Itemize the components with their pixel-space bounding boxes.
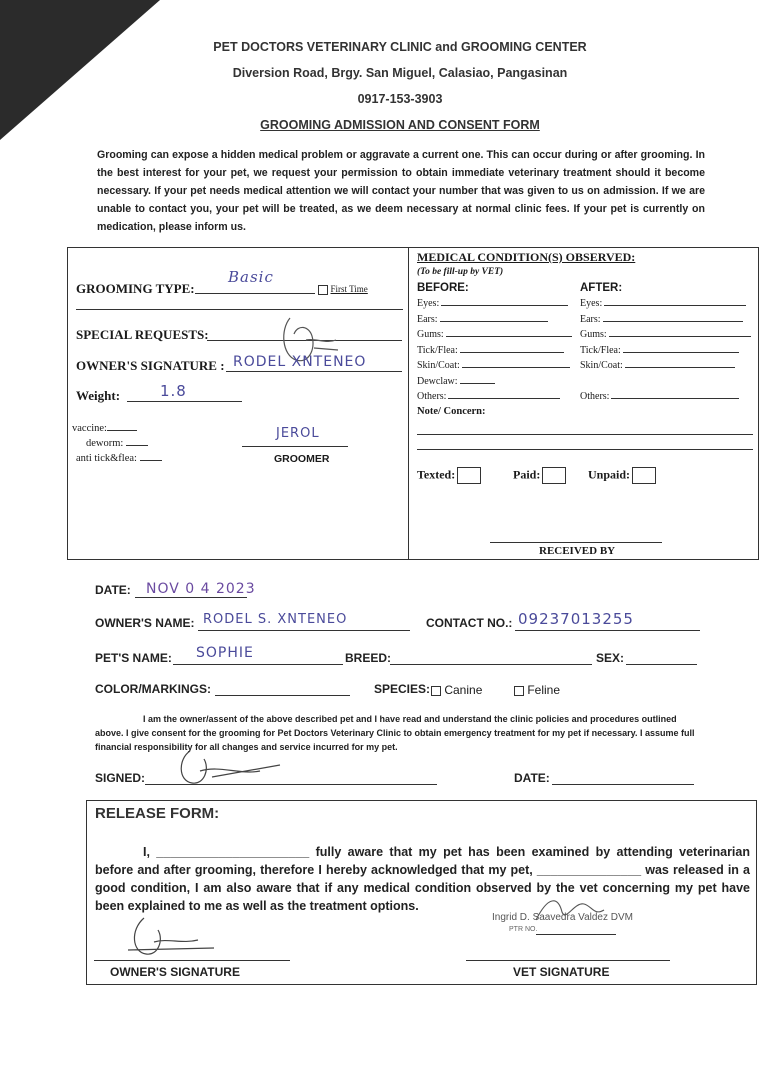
groomer-label: GROOMER (274, 453, 330, 465)
unpaid-field[interactable] (588, 467, 656, 484)
breed-line[interactable] (390, 664, 592, 665)
before-item-label: Skin/Coat: (417, 360, 460, 371)
pet-name-line (173, 664, 343, 665)
owner-release-signature-label: OWNER'S SIGNATURE (110, 965, 240, 979)
grooming-extra-line (76, 309, 403, 310)
before-item[interactable] (417, 376, 495, 387)
unpaid-checkbox[interactable] (632, 467, 656, 484)
sex-label: SEX: (596, 651, 625, 665)
after-item-label: Eyes: (580, 298, 603, 309)
vaccine-label: vaccine: (72, 423, 107, 434)
before-item[interactable] (417, 314, 548, 325)
before-item-label: Tick/Flea: (417, 344, 458, 356)
after-item-label: Ears: (580, 313, 601, 325)
medical-title: MEDICAL CONDITION(S) OBSERVED: (417, 250, 636, 264)
canine-label: Canine (444, 683, 483, 697)
color-line[interactable] (215, 695, 350, 696)
after-item[interactable] (580, 329, 751, 340)
owner-release-signature-line[interactable] (94, 960, 290, 961)
feline-label: Feline (527, 683, 561, 697)
clinic-name: PET DOCTORS VETERINARY CLINIC and GROOMING CENTER (213, 40, 587, 54)
after-item[interactable] (580, 345, 739, 356)
before-item-label: Others: (417, 391, 447, 402)
date-value[interactable]: NOV 0 4 2023 (146, 581, 256, 597)
species-label: SPECIES: (374, 682, 431, 696)
deworm-field[interactable] (86, 438, 148, 449)
owner-signature-value[interactable]: RODEL XNTENEO (233, 354, 367, 370)
after-item-label: Gums: (580, 329, 607, 340)
vet-signature-line[interactable] (466, 960, 670, 961)
release-title: RELEASE FORM: (95, 805, 220, 822)
after-item[interactable] (580, 360, 735, 371)
owner-name-label: OWNER'S NAME: (95, 616, 195, 630)
owner-signature-label: OWNER'S SIGNATURE : (76, 358, 225, 373)
before-label: BEFORE: (417, 282, 469, 294)
canine-checkbox[interactable] (431, 686, 441, 696)
consent-date-label: DATE: (514, 771, 550, 785)
special-requests-label: SPECIAL REQUESTS: (76, 327, 209, 342)
unpaid-label: Unpaid: (588, 467, 631, 482)
date-label: DATE: (95, 583, 131, 597)
grooming-type-value[interactable]: Basic (228, 268, 274, 286)
anti-tick-field[interactable] (76, 453, 162, 464)
received-by-line[interactable] (490, 542, 662, 543)
ptr-label: PTR NO. (509, 926, 538, 933)
texted-field[interactable] (417, 467, 481, 484)
after-item[interactable] (580, 391, 739, 402)
clinic-address: Diversion Road, Brgy. San Miguel, Calasiao, Pangasinan (232, 66, 568, 80)
grooming-type-label: GROOMING TYPE: (76, 281, 195, 296)
paid-field[interactable] (513, 467, 566, 484)
anti-tick-label: anti tick&flea: (76, 453, 137, 464)
before-item-label: Gums: (417, 329, 444, 340)
consent-paragraph: I am the owner/assent of the above described pet and I have read and understand the clinic policies and procedures outlined above. I give consent for the grooming for Pet Doctors Veterinary Clinic to obtain emergency treatment for my pet if necessary. I assume full financial responsibility for all changes and service incurred for my pet. (95, 714, 695, 752)
after-item[interactable] (580, 298, 746, 309)
pet-name-value[interactable]: SOPHIE (196, 645, 254, 661)
grooming-type-line (195, 293, 315, 294)
feline-checkbox[interactable] (514, 686, 524, 696)
release-owner-signature-scribble (118, 912, 218, 962)
before-item-label: Ears: (417, 313, 438, 325)
contact-value[interactable]: 09237013255 (518, 610, 634, 628)
consent-date-line[interactable] (552, 784, 694, 785)
before-item[interactable] (417, 298, 568, 309)
vet-name: Ingrid D. Saavedra Valdez DVM (492, 912, 633, 923)
before-item-label: Eyes: (417, 298, 440, 309)
texted-checkbox[interactable] (457, 467, 481, 484)
weight-label: Weight: (76, 388, 121, 403)
ptr-line (536, 934, 616, 935)
groomer-value[interactable]: JEROL (276, 426, 320, 441)
texted-label: Texted: (417, 467, 456, 482)
first-time-label: First Time (330, 284, 368, 294)
release-paragraph: I, ______________________ fully aware that my pet has been examined by attending veterinarian before and after grooming, therefore I hereby acknowledged that my pet, _______________ was released in a good condition, I am also aware that if any medical condition observed by the vet concerning my pet have been explained to me as well as the treatment options. (95, 845, 750, 913)
note-label: Note/ Concern: (417, 406, 486, 417)
breed-label: BREED: (345, 651, 392, 665)
after-item-label: Skin/Coat: (580, 360, 623, 371)
canine-option[interactable] (431, 683, 482, 697)
form-title: GROOMING ADMISSION AND CONSENT FORM (260, 118, 540, 132)
paid-label: Paid: (513, 467, 541, 482)
weight-line (127, 401, 242, 402)
feline-option[interactable] (514, 683, 560, 697)
owner-name-value[interactable]: RODEL S. XNTENEO (203, 612, 348, 627)
panel-divider (408, 248, 409, 559)
signed-label: SIGNED: (95, 771, 146, 785)
before-item[interactable] (417, 391, 560, 402)
received-by-label: RECEIVED BY (539, 545, 616, 557)
weight-value[interactable]: 1.8 (160, 382, 187, 400)
contact-line (515, 630, 700, 631)
owner-name-line (198, 630, 410, 631)
owner-signature-line (226, 371, 402, 372)
consent-signature-scribble (160, 745, 290, 790)
date-line (135, 597, 247, 598)
after-item-label: Others: (580, 391, 610, 402)
intro-paragraph: Grooming can expose a hidden medical problem or aggravate a current one. This can occur during or after grooming. In the best interest for your pet, we request your permission to obtain immediate veterinary treatment should it become necessary. If your pet needs medical attention we will contact your number that was given to us on admission. If we are unable to contact you, your pet will be treated, as we deem necessary at normal clinic fees. If your pet is currently on medication, please inform us. (97, 149, 705, 233)
groomer-line (242, 446, 348, 447)
note-line-2[interactable] (417, 449, 753, 450)
vet-signature-label: VET SIGNATURE (513, 965, 610, 979)
pet-name-label: PET'S NAME: (95, 651, 172, 665)
clinic-phone: 0917-153-3903 (357, 92, 443, 106)
medical-subtitle: (To be fill-up by VET) (417, 267, 504, 277)
first-time-option[interactable] (318, 284, 368, 295)
contact-label: CONTACT NO.: (426, 616, 513, 630)
paid-checkbox[interactable] (542, 467, 566, 484)
after-item-label: Tick/Flea: (580, 344, 621, 356)
before-item[interactable] (417, 360, 570, 371)
before-item-label: Dewclaw: (417, 375, 458, 387)
sex-line[interactable] (626, 664, 697, 665)
before-item[interactable] (417, 329, 572, 340)
before-item[interactable] (417, 345, 564, 356)
vaccine-field[interactable] (72, 423, 137, 434)
deworm-label: deworm: (86, 438, 124, 449)
after-label: AFTER: (580, 282, 623, 294)
note-line-1[interactable] (417, 434, 753, 435)
color-label: COLOR/MARKINGS: (95, 682, 211, 696)
first-time-checkbox[interactable] (318, 285, 328, 295)
after-item[interactable] (580, 314, 743, 325)
